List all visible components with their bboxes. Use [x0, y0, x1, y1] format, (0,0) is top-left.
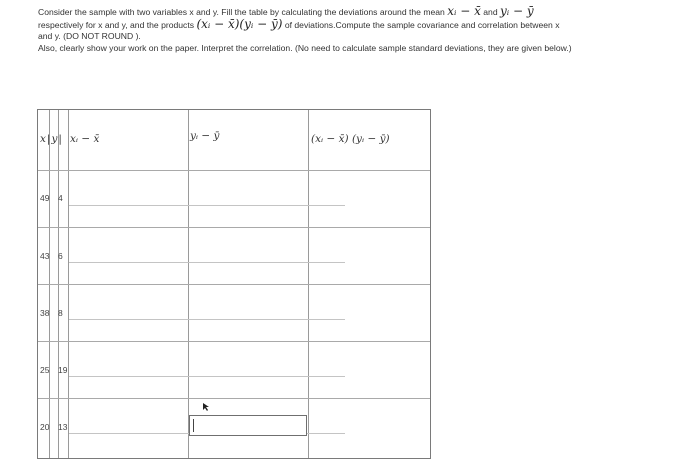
header-y-deviation: yᵢ − ȳ: [190, 130, 220, 142]
row-divider: [38, 398, 430, 399]
row-divider: [69, 376, 345, 377]
row-divider: [69, 262, 345, 263]
prompt-line-2: [38, 16, 668, 32]
x-deviation-expression: xᵢ − x̄: [447, 4, 481, 18]
row-divider: [69, 205, 345, 206]
prompt-text-3: of deviations.Compute the sample covariance and correlation between x: [284, 19, 560, 30]
row-divider: [38, 170, 430, 171]
answer-input-active[interactable]: [189, 415, 307, 436]
y-deviation-expression: yᵢ − ȳ: [500, 4, 534, 18]
row-divider: [38, 341, 430, 342]
product-expression: (xᵢ − x̄)(yᵢ − ȳ): [196, 16, 283, 31]
mouse-cursor-icon: [202, 402, 212, 412]
y-value: 19: [58, 365, 68, 375]
answer-table: [37, 109, 431, 459]
y-value: 8: [58, 308, 63, 318]
prompt-text-1: Consider the sample with two variables x and y. Fill the table by calculating the deviations around the mean: [38, 7, 445, 17]
question-prompt: [38, 6, 668, 54]
row-divider: [38, 227, 430, 228]
x-value: 43: [40, 251, 50, 261]
text-caret: [193, 419, 194, 432]
y-value: 13: [58, 422, 68, 432]
y-value: 4: [58, 193, 63, 203]
prompt-line-4: Also, clearly show your work on the paper. Interpret the correlation. (No need to calculate sample standard deviations, they are given below.): [38, 42, 572, 53]
x-value: 49: [40, 193, 50, 203]
header-x-deviation: xᵢ − x̄: [70, 133, 100, 145]
prompt-text-2: respectively for x and y, and the products: [38, 19, 195, 30]
and-text: and: [483, 7, 498, 17]
prompt-line-3: and y. (DO NOT ROUND ).: [38, 31, 141, 41]
header-x-y: x|y|: [40, 133, 63, 145]
x-value: 20: [40, 422, 50, 432]
prompt-line-1: [38, 6, 668, 19]
x-value: 25: [40, 365, 50, 375]
y-value: 6: [58, 251, 63, 261]
x-value: 38: [40, 308, 50, 318]
header-product: (xᵢ − x̄) (yᵢ − ȳ): [311, 133, 390, 145]
row-divider: [38, 284, 430, 285]
row-divider: [69, 319, 345, 320]
